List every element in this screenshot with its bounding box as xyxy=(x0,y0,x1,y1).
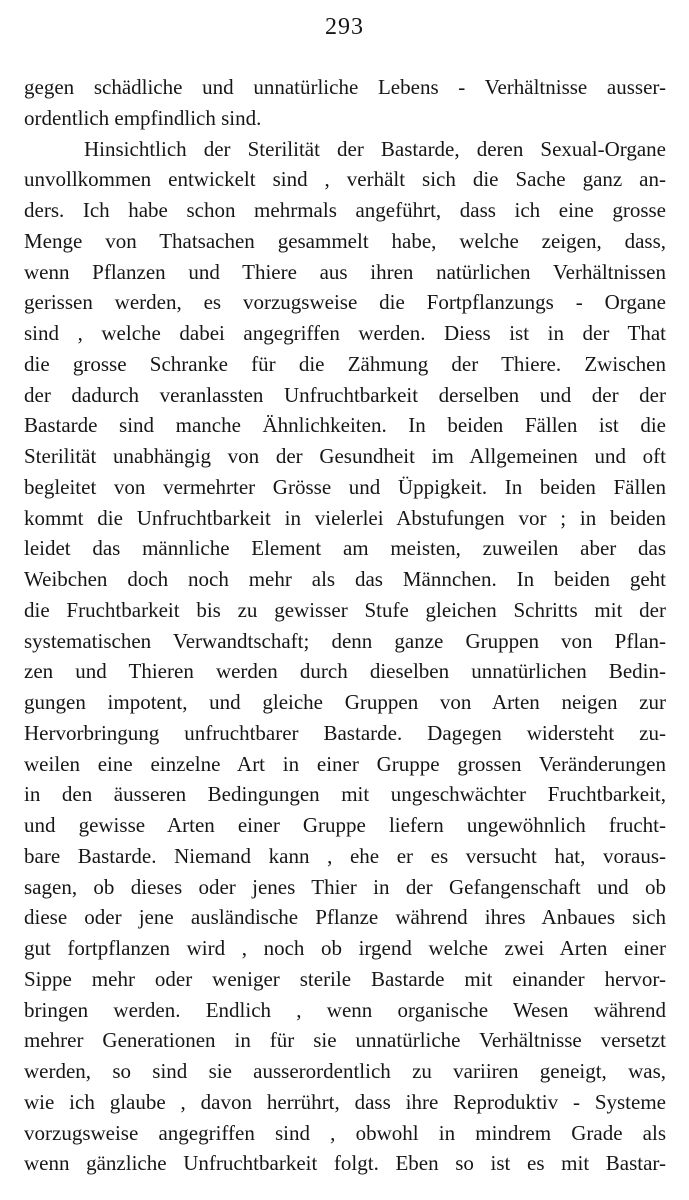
text-line: leidet das männliche Element am meisten, zuweilen aber das xyxy=(24,536,666,561)
text-line: gerissen werden, es vorzugsweise die Fortpflanzungs - Organe xyxy=(24,290,666,315)
text-line: Hinsichtlich der Sterilität der Bastarde, deren Sexual-Organe xyxy=(84,136,666,161)
text-line: vorzugsweise angegriffen sind , obwohl in mindrem Grade als xyxy=(24,1120,666,1145)
text-line: kommt die Unfruchtbarkeit in vielerlei Abstufungen vor ; in beiden xyxy=(24,505,666,530)
text-line: die Fruchtbarkeit bis zu gewisser Stufe gleichen Schritts mit der xyxy=(24,597,666,622)
text-line: weilen eine einzelne Art in einer Gruppe grossen Veränderungen xyxy=(24,751,666,776)
text-line: Bastarde sind manche Ähnlichkeiten. In beiden Fällen ist die xyxy=(24,413,666,438)
text-line: gut fortpflanzen wird , noch ob irgend welche zwei Arten einer xyxy=(24,936,666,960)
text-line: sind , welche dabei angegriffen werden. Diess ist in der That xyxy=(24,321,666,345)
text-line: diese oder jene ausländische Pflanze während ihres Anbaues sich xyxy=(24,905,666,930)
text-line: unvollkommen entwickelt sind , verhält sich die Sache ganz an- xyxy=(24,167,666,192)
text-line: gegen schädliche und unnatürliche Lebens - Verhältnisse ausser- xyxy=(24,75,666,99)
text-line: bringen werden. Endlich , wenn organische Wesen während xyxy=(24,997,666,1022)
page-number: 293 xyxy=(325,14,364,40)
body-text xyxy=(24,72,666,1179)
text-line: wenn gänzliche Unfruchtbarkeit folgt. Eben so ist es mit Bastar- xyxy=(24,1151,666,1176)
text-line: und gewisse Arten einer Gruppe liefern ungewöhnlich frucht- xyxy=(24,813,666,837)
text-line: in den äusseren Bedingungen mit ungeschwächter Fruchtbarkeit, xyxy=(24,782,666,807)
text-line: Hervorbringung unfruchtbarer Bastarde. Dagegen widersteht zu- xyxy=(24,720,666,745)
text-line: mehrer Generationen in für sie unnatürliche Verhältnisse versetzt xyxy=(24,1028,666,1053)
text-line: systematischen Verwandtschaft; denn ganze Gruppen von Pflan- xyxy=(24,628,666,653)
text-line: die grosse Schranke für die Zähmung der Thiere. Zwischen xyxy=(24,351,666,376)
text-line: bare Bastarde. Niemand kann , ehe er es versucht hat, voraus- xyxy=(24,843,666,868)
text-line: gungen impotent, und gleiche Gruppen von Arten neigen zur xyxy=(24,690,666,714)
text-line: werden, so sind sie ausserordentlich zu variiren geneigt, was, xyxy=(24,1059,666,1083)
text-line: begleitet von vermehrter Grösse und Üppigkeit. In beiden Fällen xyxy=(24,474,666,499)
text-line: wenn Pflanzen und Thiere aus ihren natürlichen Verhältnissen xyxy=(24,259,666,284)
text-line: sagen, ob dieses oder jenes Thier in der Gefangenschaft und ob xyxy=(24,874,666,899)
text-line: ordentlich empfindlich sind. xyxy=(24,105,262,130)
text-line: Sippe mehr oder weniger sterile Bastarde mit einander hervor- xyxy=(24,966,666,991)
text-line: Menge von Thatsachen gesammelt habe, welche zeigen, dass, xyxy=(24,228,666,253)
text-line: Sterilität unabhängig von der Gesundheit im Allgemeinen und oft xyxy=(24,444,666,468)
text-line: ders. Ich habe schon mehrmals angeführt, dass ich eine grosse xyxy=(24,198,666,222)
text-line: Weibchen doch noch mehr als das Männchen. In beiden geht xyxy=(24,567,666,591)
text-line: wie ich glaube , davon herrührt, dass ihre Reproduktiv - Systeme xyxy=(24,1089,666,1114)
text-line: zen und Thieren werden durch dieselben unnatürlichen Bedin- xyxy=(24,659,666,684)
text-line: der dadurch veranlassten Unfruchtbarkeit derselben und der der xyxy=(24,382,666,407)
